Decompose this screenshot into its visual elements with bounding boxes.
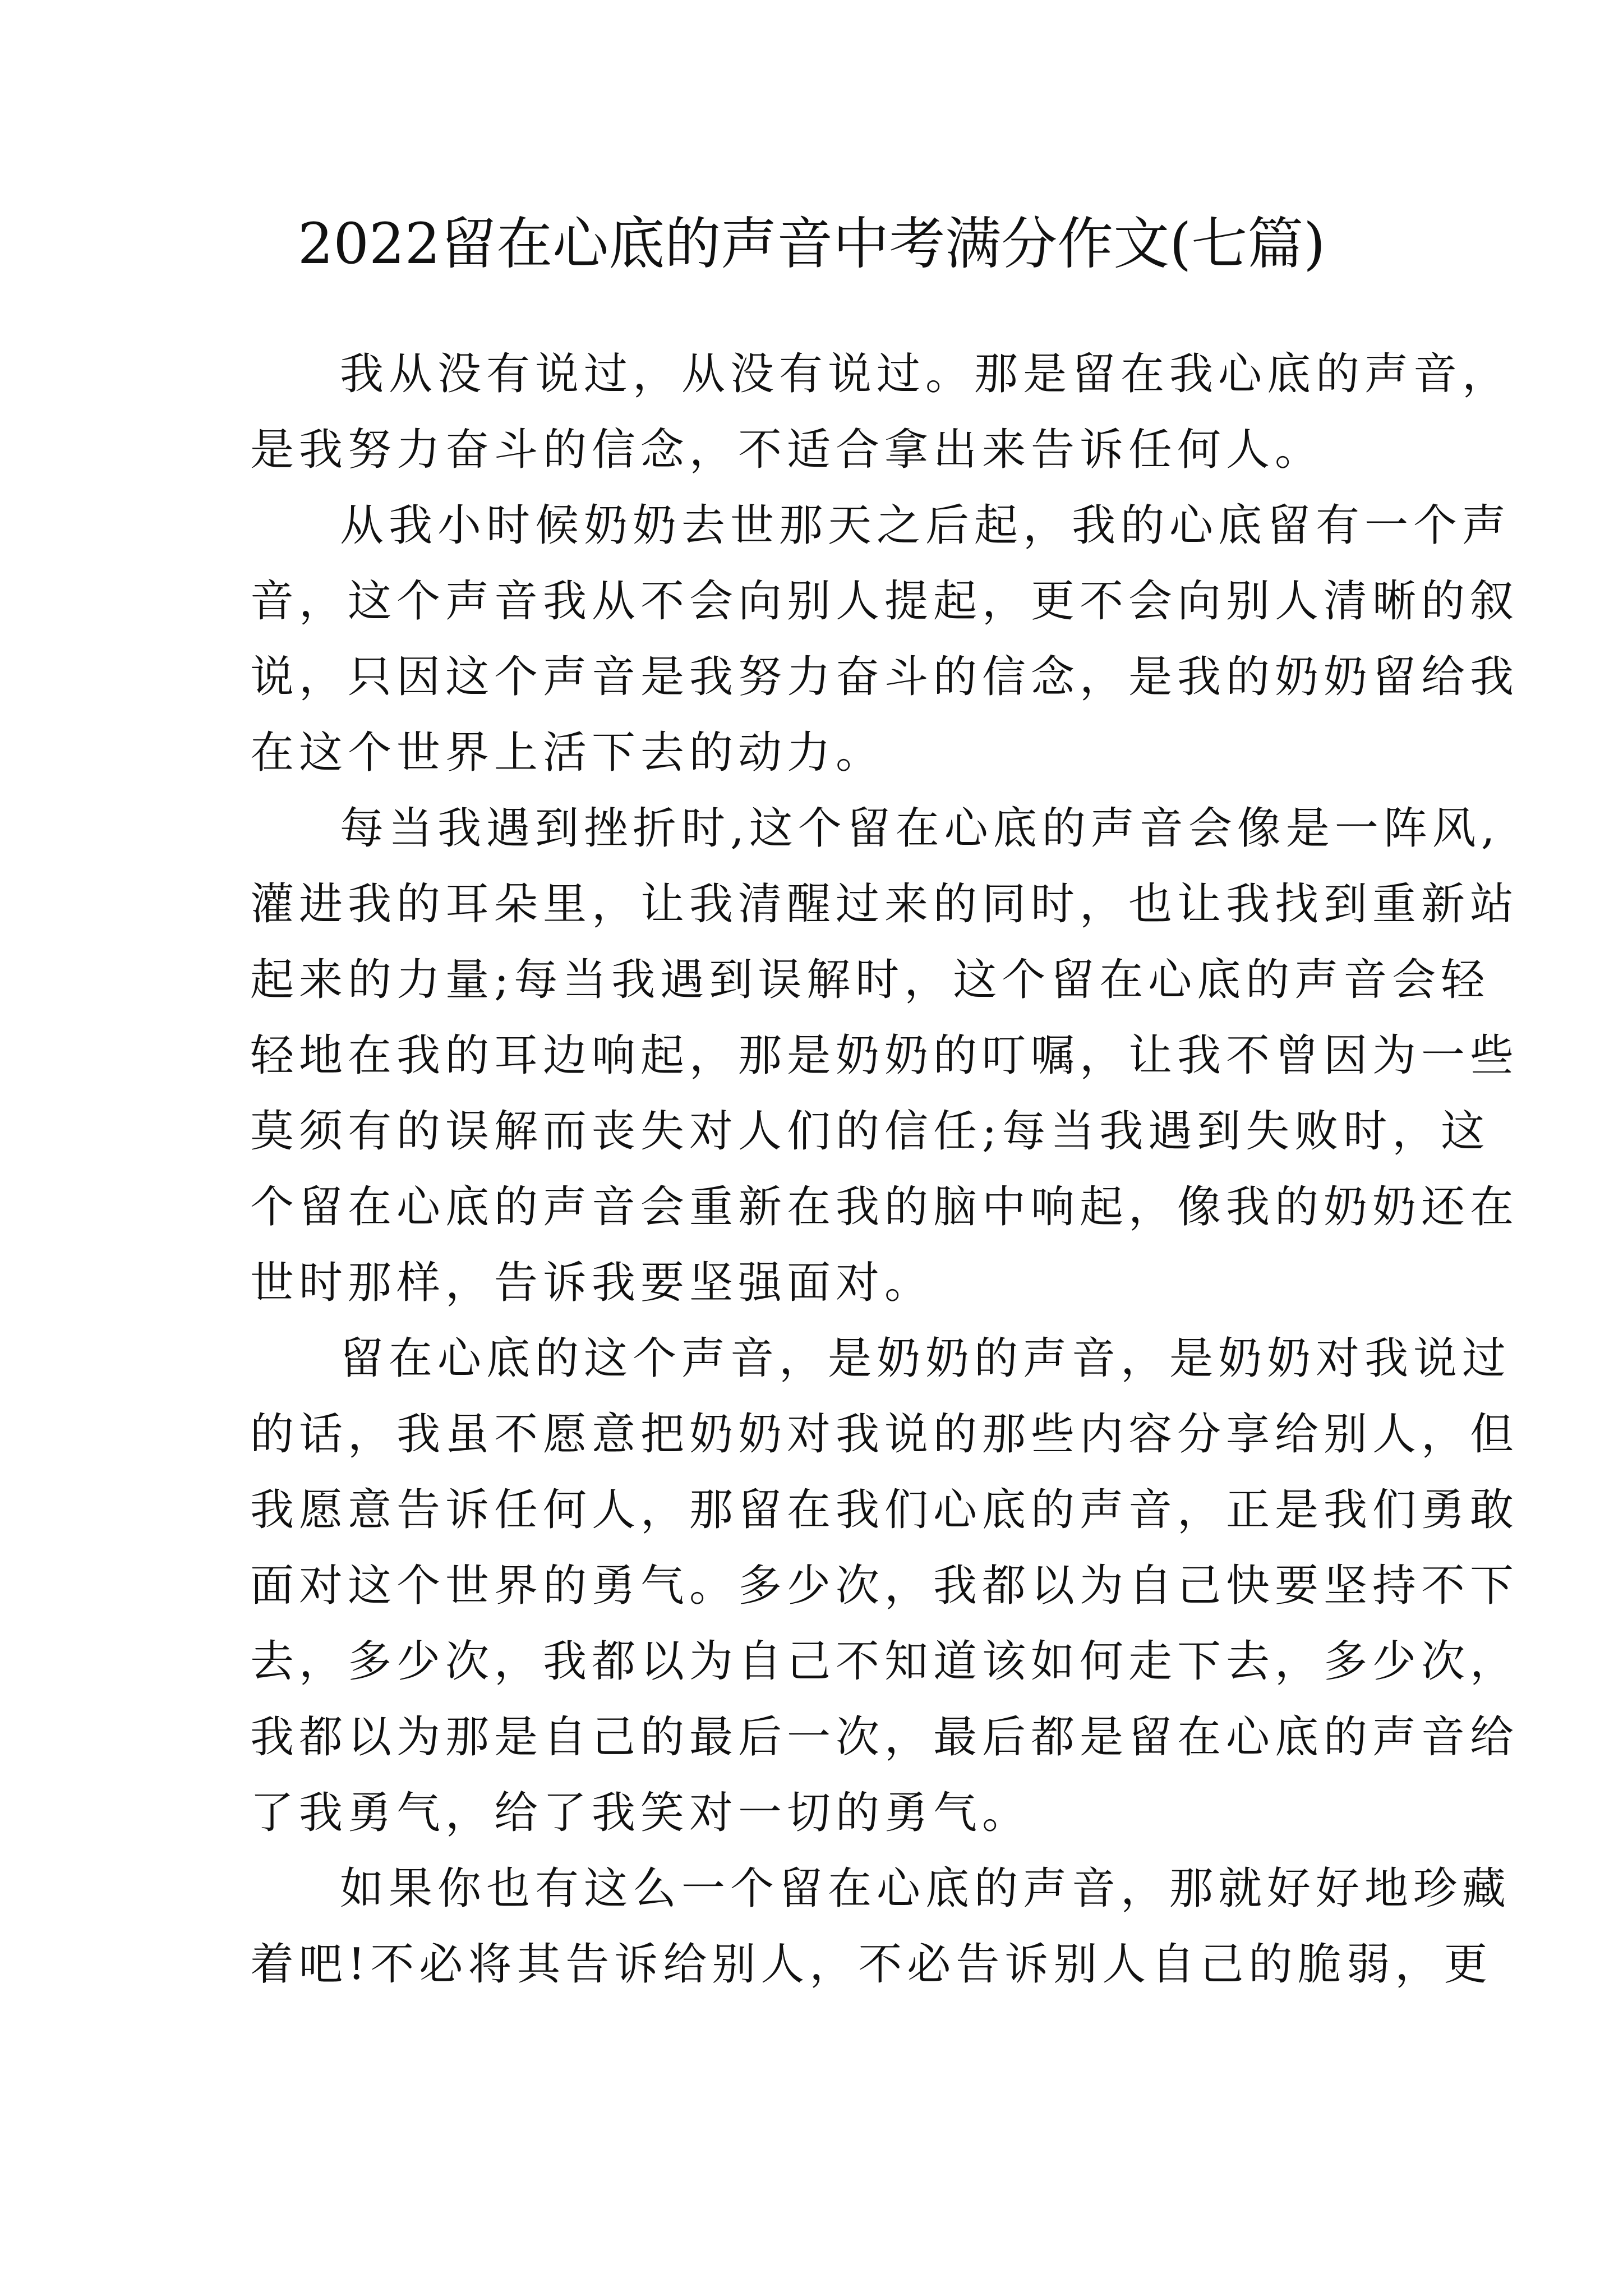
text-line: 我都以为那是自己的最后一次，最后都是留在心底的声音给 — [250, 1712, 1519, 1763]
text-line: 起来的力量;每当我遇到误解时，这个留在心底的声音会轻 — [250, 955, 1490, 1005]
paragraph-3 — [250, 791, 1519, 1321]
text-line: 每当我遇到挫折时,这个留在心底的声音会像是一阵风, — [340, 803, 1500, 854]
paragraph-1 — [250, 337, 1511, 488]
text-line: 留在心底的这个声音，是奶奶的声音，是奶奶对我说过 — [340, 1333, 1511, 1384]
document-body — [250, 337, 1519, 2003]
text-line: 世时那样，告诉我要坚强面对。 — [250, 1258, 934, 1308]
paragraph-4 — [250, 1321, 1519, 1851]
paragraph-2 — [250, 488, 1519, 791]
text-line: 着吧!不必将其告诉给别人，不必告诉别人自己的脆弱，更 — [250, 1939, 1493, 1990]
text-line: 的话，我虽不愿意把奶奶对我说的那些内容分享给别人，但 — [250, 1409, 1519, 1460]
text-line: 面对这个世界的勇气。多少次，我都以为自己快要坚持不下 — [250, 1561, 1519, 1611]
text-line: 从我小时候奶奶去世那天之后起，我的心底留有一个声 — [340, 500, 1511, 551]
text-line: 如果你也有这么一个留在心底的声音，那就好好地珍藏 — [340, 1864, 1511, 1914]
text-line: 个留在心底的声音会重新在我的脑中响起，像我的奶奶还在 — [250, 1182, 1519, 1232]
text-line: 在这个世界上活下去的动力。 — [250, 728, 885, 778]
text-line: 音，这个声音我从不会向别人提起，更不会向别人清晰的叙 — [250, 576, 1519, 627]
text-line: 莫须有的误解而丧失对人们的信任;每当我遇到失败时，这 — [250, 1106, 1490, 1157]
text-line: 轻地在我的耳边响起，那是奶奶的叮嘱，让我不曾因为一些 — [250, 1030, 1519, 1081]
text-line: 去，多少次，我都以为自己不知道该如何走下去，多少次， — [250, 1636, 1519, 1687]
text-line: 了我勇气，给了我笑对一切的勇气。 — [250, 1788, 1031, 1838]
document-title: 2022留在心底的声音中考满分作文(七篇) — [297, 211, 1326, 277]
text-line: 是我努力奋斗的信念，不适合拿出来告诉任何人。 — [250, 425, 1324, 475]
text-line: 我愿意告诉任何人，那留在我们心底的声音，正是我们勇敢 — [250, 1485, 1519, 1535]
text-line: 我从没有说过，从没有说过。那是留在我心底的声音， — [340, 349, 1511, 399]
text-line: 说，只因这个声音是我努力奋斗的信念，是我的奶奶留给我 — [250, 652, 1519, 702]
text-line: 灌进我的耳朵里，让我清醒过来的同时，也让我找到重新站 — [250, 879, 1519, 930]
paragraph-5 — [250, 1851, 1511, 2003]
